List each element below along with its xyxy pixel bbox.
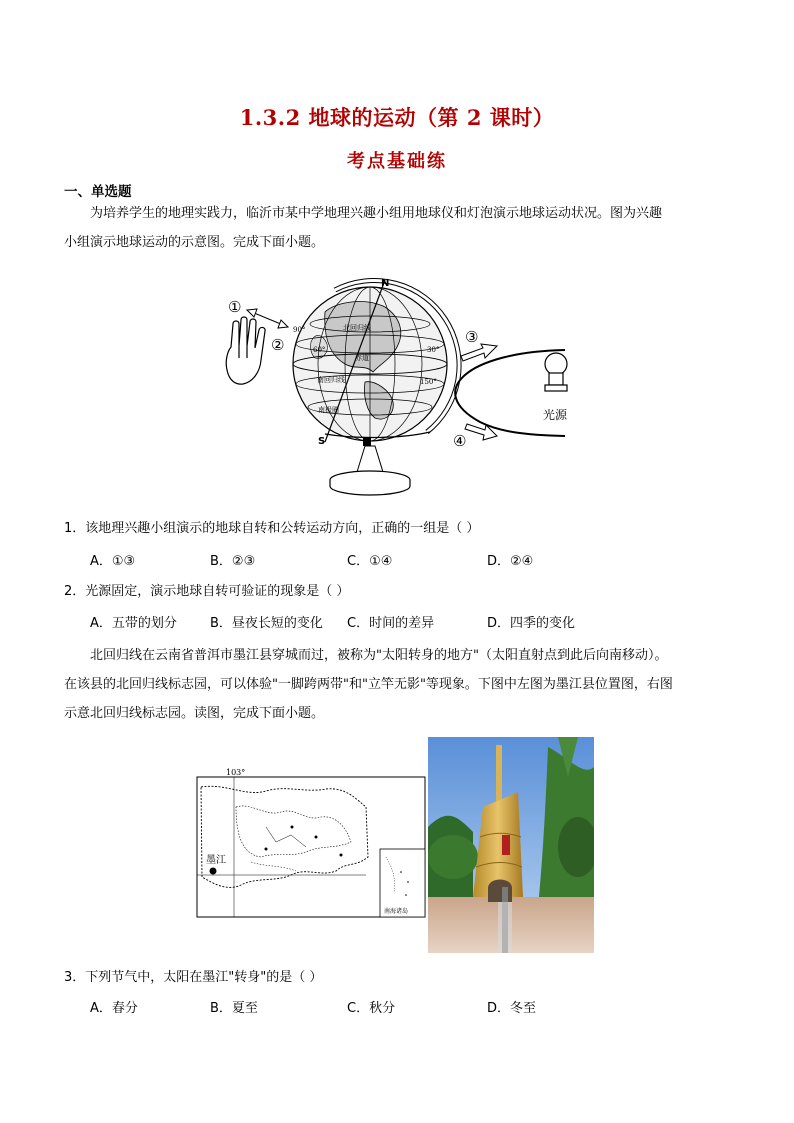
south-sea-inset xyxy=(380,849,425,917)
mojiang-location-map xyxy=(196,767,426,919)
south-label: S xyxy=(318,436,326,447)
question-2-option-a[interactable]: A．五带的划分 xyxy=(90,616,177,631)
intro-2-line-3: 示意北回归线标志园。读图，完成下面小题。 xyxy=(64,706,325,721)
page-subtitle: 考点基础练 xyxy=(347,151,447,172)
section-heading: 一、单选题 xyxy=(64,184,132,200)
question-3-option-a[interactable]: A．春分 xyxy=(90,1001,138,1016)
intro-2-line-1: 北回归线在云南省普洱市墨江县穿城而过，被称为"太阳转身的地方"（太阳直射点到此后向南移动）。 xyxy=(90,648,668,663)
question-3-option-c[interactable]: C．秋分 xyxy=(347,1001,396,1016)
question-2-option-c[interactable]: C．时间的差异 xyxy=(347,616,435,631)
intro-paragraph-2 xyxy=(64,641,754,728)
tropic-cancer-label: 北回归线 xyxy=(343,324,371,332)
arrow-2-label: ② xyxy=(271,336,285,354)
longitude-label: 103° xyxy=(226,768,246,777)
antarctic-circle-label: 南极圈 xyxy=(318,406,339,414)
intro-1-line-1: 为培养学生的地理实践力，临沂市某中学地理兴趣小组用地球仪和灯泡演示地球运动状况。图为兴趣 xyxy=(90,206,663,221)
question-3-option-b[interactable]: B．夏至 xyxy=(210,1001,258,1016)
intro-1-line-2: 小组演示地球运动的示意图。完成下面小题。 xyxy=(64,235,325,250)
deg-60-label: 60° xyxy=(313,346,326,354)
light-bulb-icon xyxy=(545,353,567,391)
question-2-option-d[interactable]: D．四季的变化 xyxy=(487,616,576,631)
page-title: 1.3.2 地球的运动（第 2 课时） xyxy=(239,105,555,130)
question-1-option-a[interactable]: A．①③ xyxy=(90,554,136,569)
deg-90-label: 90° xyxy=(293,326,306,334)
question-3-option-d[interactable]: D．冬至 xyxy=(487,1001,537,1016)
arrow-1-label: ① xyxy=(228,298,242,316)
arrow-3-label: ③ xyxy=(465,328,479,346)
deg-30-label: 30° xyxy=(427,346,440,354)
north-label: N xyxy=(381,278,390,289)
tropic-monument-photo xyxy=(428,737,594,953)
question-3-stem: 3．下列节气中，太阳在墨江"转身"的是（ ） xyxy=(64,970,323,985)
mojiang-label: 墨江 xyxy=(206,855,226,866)
question-1-stem: 1．该地理兴趣小组演示的地球自转和公转运动方向，正确的一组是（ ） xyxy=(64,521,480,536)
tropic-capricorn-label: 南回归线 xyxy=(317,376,345,384)
globe-figure xyxy=(215,272,585,500)
intro-2-line-2: 在该县的北回归线标志园，可以体验"一脚跨两带"和"立竿无影"等现象。下图中左图为墨江县位置图，右图 xyxy=(64,677,673,692)
question-1-option-d[interactable]: D．②④ xyxy=(487,554,534,569)
question-2-stem: 2．光源固定，演示地球自转可验证的现象是（ ） xyxy=(64,584,350,599)
mojiang-marker xyxy=(210,868,217,875)
inset-label: 南海诸岛 xyxy=(384,908,409,915)
light-source-label: 光源 xyxy=(543,408,568,422)
question-1-option-b[interactable]: B．②③ xyxy=(210,554,256,569)
question-1-option-c[interactable]: C．①④ xyxy=(347,554,393,569)
arrow-4-label: ④ xyxy=(453,432,467,450)
deg-150-label: 150° xyxy=(420,378,437,386)
equator-label: 赤道 xyxy=(355,354,369,362)
intro-paragraph-1 xyxy=(64,199,744,257)
question-2-option-b[interactable]: B．昼夜长短的变化 xyxy=(210,616,323,631)
hand-icon xyxy=(226,317,265,384)
